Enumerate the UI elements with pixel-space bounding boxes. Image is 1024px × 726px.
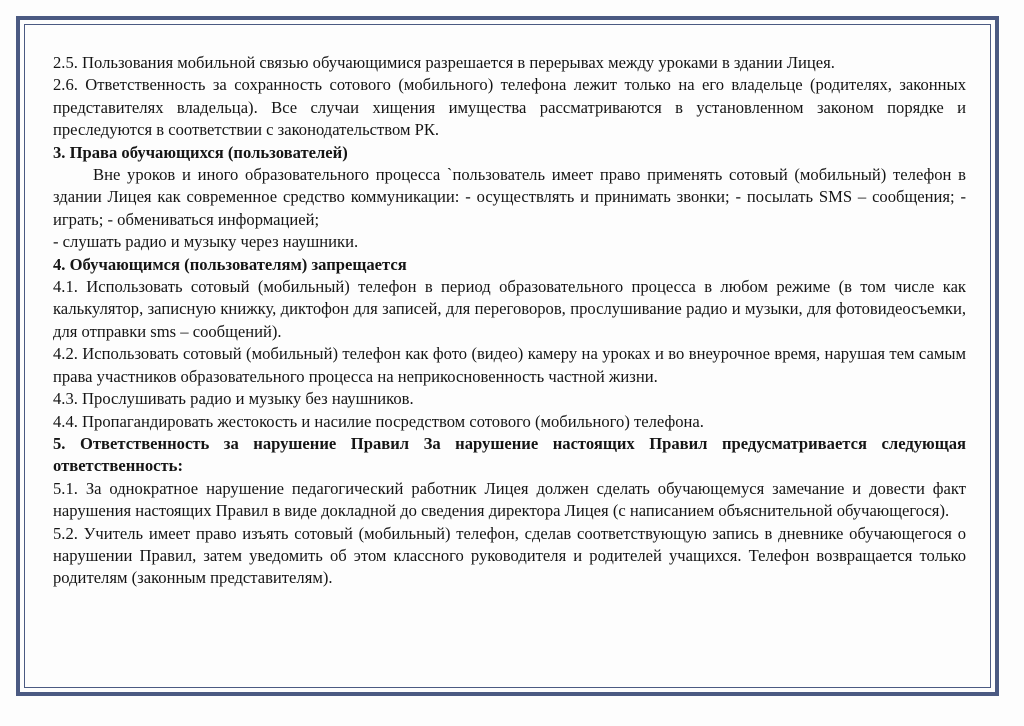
paragraph-4-1: 4.1. Использовать сотовый (мобильный) телефон в период образовательного процесса в любом режиме (в том числе как калькулятор, записную книжку, диктофон для записей, для переговоров, прослушивание радио и музыки, для фотовидеосъемки, для отправки sms – сообщений). — [53, 277, 966, 341]
paragraph-3-body: Вне уроков и иного образовательного процесса `пользователь имеет право применять сотовый (мобильный) телефон в здании Лицея как современное средство коммуникации: - осуществлять и принимать звонки; - посылать SMS – сообщения; - играть; - обмениваться информацией; — [53, 165, 966, 229]
paragraph-2-6: 2.6. Ответственность за сохранность сотового (мобильного) телефона лежит только на его владельце (родителях, законных представителях владельца). Все случаи хищения имущества рассматриваются в установленном законом порядке и преследуются в соответствии с законодательством РК. — [53, 75, 966, 140]
section-heading-4: 4. Обучающимся (пользователям) запрещается — [53, 254, 407, 274]
section-heading-3: 3. Права обучающихся (пользователей) — [53, 142, 348, 162]
paragraph-4-2: 4.2. Использовать сотовый (мобильный) телефон как фото (видео) камеру на уроках и во внеурочное время, нарушая тем самым права участников образовательного процесса на неприкосновенность частной жизни. — [53, 344, 966, 386]
paragraph-3-radio: - слушать радио и музыку через наушники. — [53, 232, 359, 252]
document-body — [53, 52, 966, 590]
paragraph-5-1: 5.1. За однократное нарушение педагогический работник Лицея должен сделать обучающемуся замечание и довести факт нарушения настоящих Правил в виде докладной до сведения директора Лицея (с написанием объяснительной обучающегося). — [53, 478, 966, 521]
section-heading-5: 5. Ответственность за нарушение Правил За нарушение настоящих Правил предусматривается следующая ответственность: — [53, 433, 966, 476]
paragraph-4-4: 4.4. Пропагандировать жестокость и насилие посредством сотового (мобильного) телефона. — [53, 411, 704, 431]
paragraph-4-3: 4.3. Прослушивать радио и музыку без наушников. — [53, 389, 414, 409]
paragraph-2-5: 2.5. Пользования мобильной связью обучающимися разрешается в перерывах между уроками в здании Лицея. — [53, 53, 835, 72]
paragraph-5-2: 5.2. Учитель имеет право изъять сотовый (мобильный) телефон, сделав соответствующую запись в дневнике обучающегося о нарушении Правил, затем уведомить об этом классного руководителя и родителей учащихся. Телефон возвращается только родителям (законным представителям). — [53, 523, 966, 588]
